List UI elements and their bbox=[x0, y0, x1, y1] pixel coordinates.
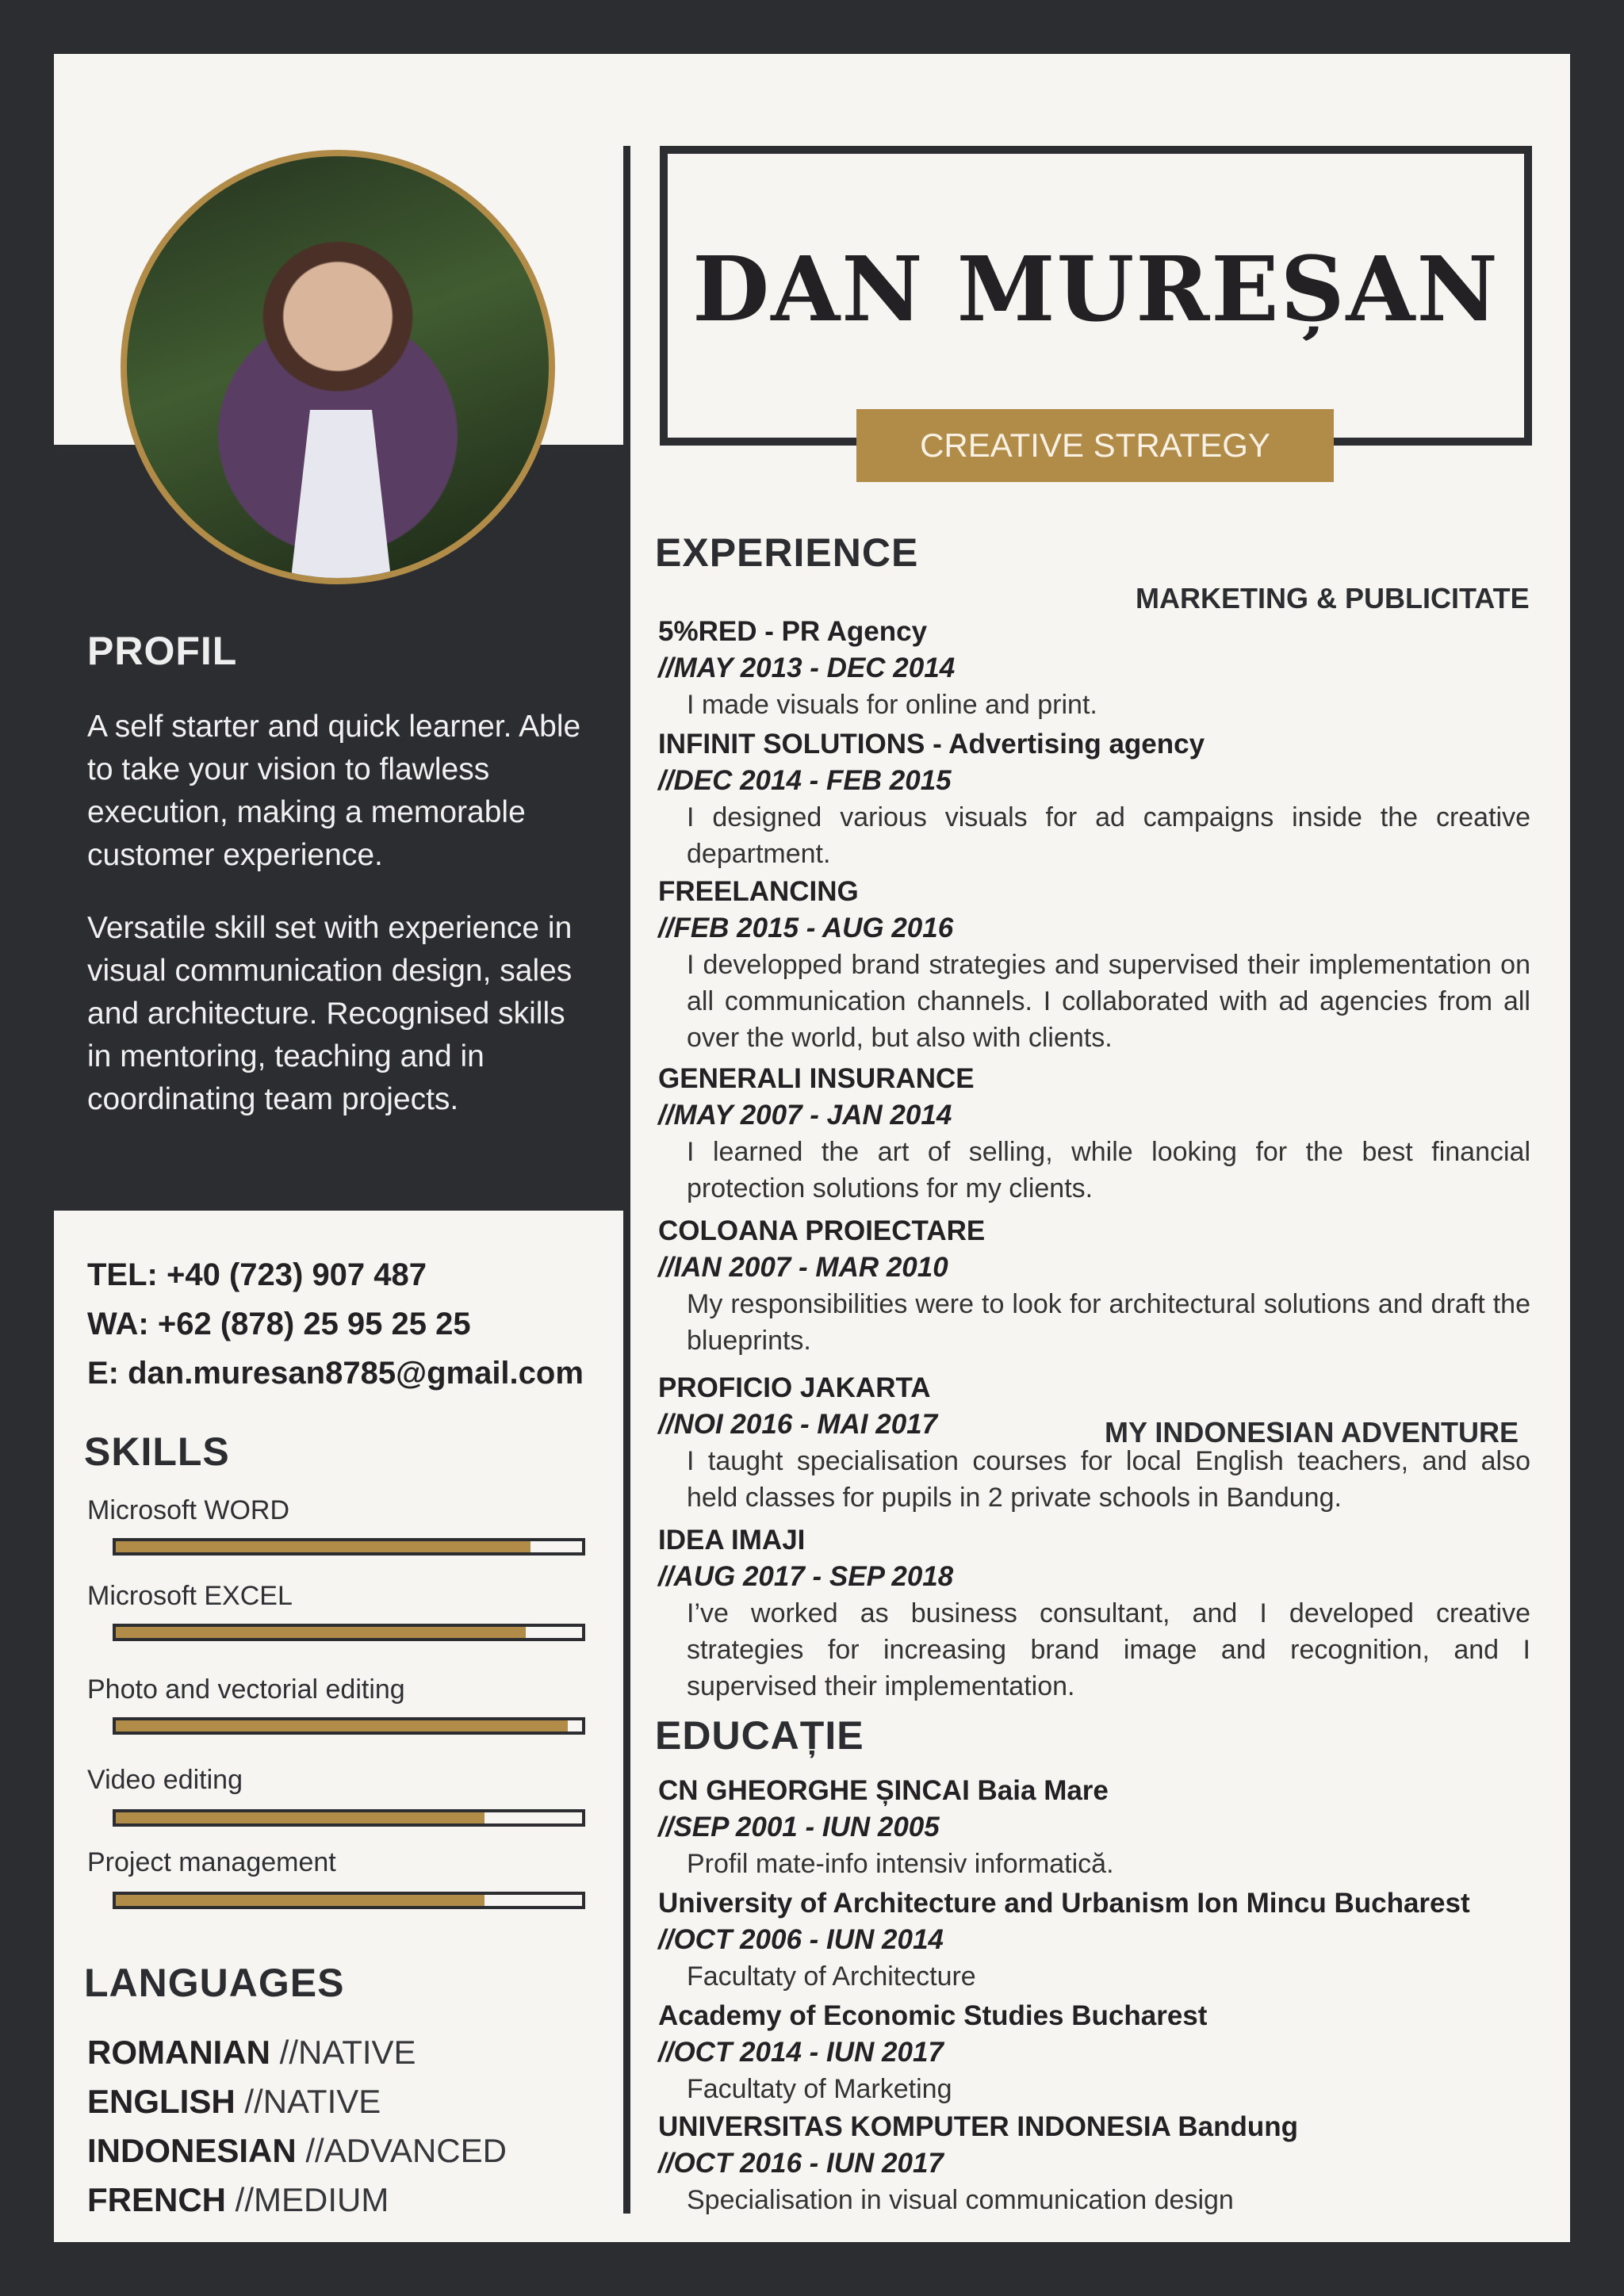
entry-title: IDEA IMAJI bbox=[658, 1525, 806, 1556]
entry-date: //MAY 2013 - DEC 2014 bbox=[658, 652, 956, 683]
entry-title: CN GHEORGHE ȘINCAI Baia Mare bbox=[658, 1775, 1109, 1806]
entry-description: I developped brand strategies and supervised their implementation on all communication channels. I collaborated with ad agencies from all over the world, but also with clients. bbox=[687, 950, 1530, 1053]
skill-label: Photo and vectorial editing bbox=[87, 1674, 405, 1705]
skill-label: Microsoft EXCEL bbox=[87, 1581, 293, 1611]
entry-title: 5%RED - PR Agency bbox=[658, 616, 928, 647]
marketing-badge: MARKETING & PUBLICITATE bbox=[1136, 582, 1530, 614]
entry-date: //OCT 2014 - IUN 2017 bbox=[658, 2037, 944, 2068]
skill-bar-fill bbox=[116, 1541, 530, 1552]
entry-description: I designed various visuals for ad campaigns inside the creative department. bbox=[687, 802, 1530, 869]
entry-date: //OCT 2006 - IUN 2014 bbox=[658, 1924, 944, 1955]
entry-title: Academy of Economic Studies Bucharest bbox=[658, 2000, 1208, 2031]
entry-description: I’ve worked as business consultant, and I developed creative strategies for increasing brand image and recognition, and I supervised their implementation. bbox=[687, 1598, 1530, 1701]
education-entry bbox=[658, 1885, 1530, 1995]
languages-title: LANGUAGES bbox=[84, 1961, 345, 2005]
name-frame bbox=[660, 146, 1532, 446]
skill-label: Project management bbox=[87, 1847, 336, 1877]
profile-paragraph-2: Versatile skill set with experience in visual communication design, sales and architecture. Recognised skills in mentoring, teaching and in coordinating team projects. bbox=[87, 911, 573, 1116]
indonesia-badge: MY INDONESIAN ADVENTURE bbox=[1105, 1416, 1519, 1448]
entry-description: Profil mate-info intensiv informatică. bbox=[687, 1849, 1114, 1879]
entry-date: //MAY 2007 - JAN 2014 bbox=[658, 1100, 952, 1131]
experience-entry bbox=[658, 614, 1530, 723]
entry-description: Facultaty of Architecture bbox=[687, 1961, 976, 1992]
entry-description: Facultaty of Marketing bbox=[687, 2074, 952, 2104]
language-item bbox=[87, 2175, 389, 2225]
entry-description: I made visuals for online and print. bbox=[687, 690, 1097, 720]
entry-title: COLOANA PROIECTARE bbox=[658, 1215, 986, 1246]
entry-date: //FEB 2015 - AUG 2016 bbox=[658, 913, 954, 943]
entry-date: //NOI 2016 - MAI 2017 bbox=[658, 1409, 938, 1440]
entry-date: //AUG 2017 - SEP 2018 bbox=[658, 1561, 954, 1592]
skill-bar-fill bbox=[116, 1627, 526, 1638]
entry-date: //SEP 2001 - IUN 2005 bbox=[658, 1812, 940, 1843]
education-title: EDUCAȚIE bbox=[655, 1713, 864, 1758]
language-level: //NATIVE bbox=[244, 2083, 381, 2120]
language-level: //NATIVE bbox=[279, 2034, 416, 2071]
language-item bbox=[87, 2028, 416, 2077]
photo-shirt-shape bbox=[289, 410, 393, 584]
entry-title: FREELANCING bbox=[658, 876, 859, 907]
profile-paragraph-1: A self starter and quick learner. Able to take your vision to flawless execution, making a memorable customer experience. bbox=[87, 710, 581, 872]
skill-bar-fill bbox=[116, 1720, 568, 1732]
resume-page bbox=[54, 54, 1570, 2242]
language-name: INDONESIAN bbox=[87, 2132, 297, 2169]
experience-entry bbox=[658, 726, 1530, 872]
skill-bar bbox=[113, 1892, 585, 1909]
skill-bar-fill bbox=[116, 1895, 485, 1906]
experience-entry bbox=[658, 1522, 1530, 1705]
entry-date: //DEC 2014 - FEB 2015 bbox=[658, 765, 952, 796]
education-entry bbox=[658, 1773, 1530, 1882]
profile-title: PROFIL bbox=[87, 629, 238, 673]
contact-email: E: dan.muresan8785@gmail.com bbox=[87, 1356, 584, 1391]
entry-title: INFINIT SOLUTIONS - Advertising agency bbox=[658, 729, 1205, 760]
experience-entry bbox=[658, 1061, 1530, 1207]
skill-label: Microsoft WORD bbox=[87, 1495, 289, 1525]
education-entry bbox=[658, 2109, 1530, 2218]
skill-bar bbox=[113, 1809, 585, 1827]
skills-title: SKILLS bbox=[84, 1429, 230, 1474]
experience-entry bbox=[658, 1213, 1530, 1359]
entry-date: //IAN 2007 - MAR 2010 bbox=[658, 1252, 948, 1283]
language-name: FRENCH bbox=[87, 2181, 226, 2218]
role-badge: CREATIVE STRATEGY bbox=[856, 409, 1334, 482]
vertical-divider bbox=[623, 146, 630, 2214]
language-item bbox=[87, 2077, 381, 2126]
skill-bar bbox=[113, 1624, 585, 1641]
contact-wa: WA: +62 (878) 25 95 25 25 bbox=[87, 1307, 471, 1341]
person-name: DAN MUREȘAN bbox=[692, 238, 1500, 342]
experience-entry bbox=[658, 1370, 1530, 1516]
skill-bar bbox=[113, 1538, 585, 1556]
skill-bar-fill bbox=[116, 1812, 485, 1823]
experience-title: EXPERIENCE bbox=[655, 530, 919, 575]
entry-description: Specialisation in visual communication design bbox=[687, 2185, 1234, 2215]
language-level: //ADVANCED bbox=[305, 2132, 507, 2169]
education-entry bbox=[658, 1998, 1530, 2107]
entry-title: GENERALI INSURANCE bbox=[658, 1063, 975, 1094]
entry-description: I taught specialisation courses for local English teachers, and also held classes for pupils in 2 private schools in Bandung. bbox=[687, 1446, 1530, 1513]
entry-title: UNIVERSITAS KOMPUTER INDONESIA Bandung bbox=[658, 2111, 1298, 2142]
language-level: //MEDIUM bbox=[235, 2181, 389, 2218]
profile-photo bbox=[121, 150, 555, 584]
language-name: ROMANIAN bbox=[87, 2034, 270, 2071]
entry-title: University of Architecture and Urbanism Ion Mincu Bucharest bbox=[658, 1888, 1470, 1919]
skill-bar bbox=[113, 1717, 585, 1735]
entry-description: I learned the art of selling, while looking for the best financial protection solutions for my clients. bbox=[687, 1137, 1530, 1203]
language-name: ENGLISH bbox=[87, 2083, 236, 2120]
language-item bbox=[87, 2126, 507, 2175]
entry-title: PROFICIO JAKARTA bbox=[658, 1372, 931, 1403]
contact-tel: TEL: +40 (723) 907 487 bbox=[87, 1257, 427, 1292]
skill-label: Video editing bbox=[87, 1765, 243, 1795]
entry-description: My responsibilities were to look for architectural solutions and draft the blueprints. bbox=[687, 1289, 1530, 1356]
entry-date: //OCT 2016 - IUN 2017 bbox=[658, 2148, 944, 2179]
experience-entry bbox=[658, 874, 1530, 1056]
